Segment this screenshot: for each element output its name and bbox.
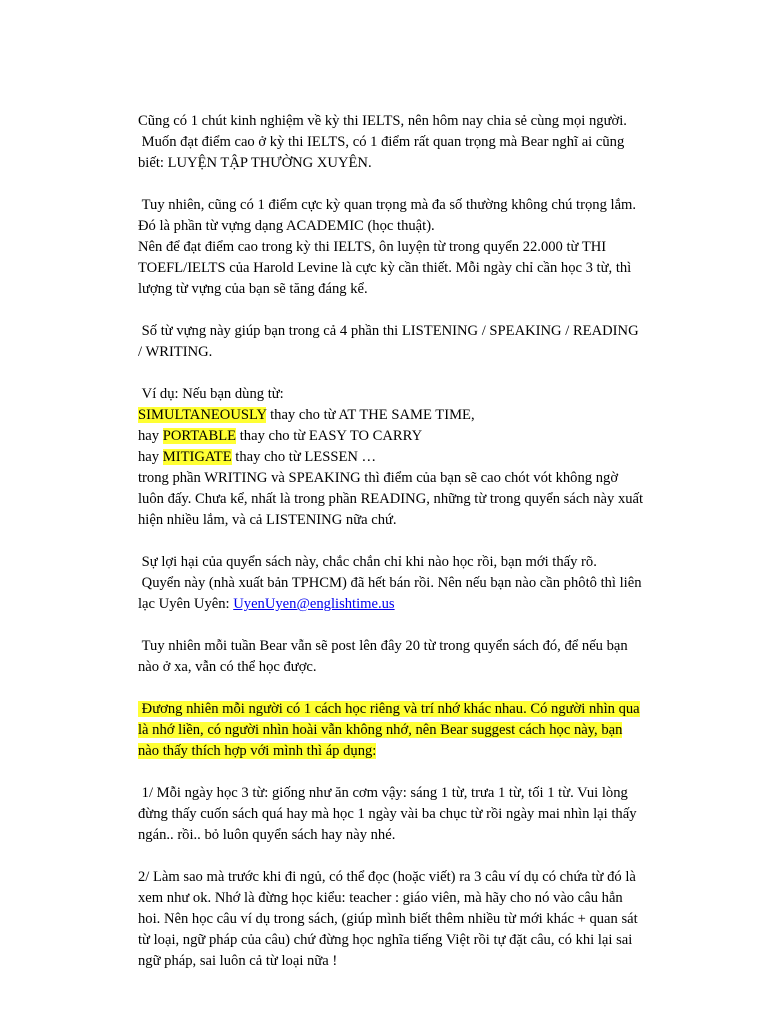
paragraph-four-skills [138,321,728,363]
paragraph-book-contact [138,552,728,615]
text-line: 1/ Mỗi ngày học 3 từ: giống như ăn cơm vậy: sáng 1 từ, trưa 1 từ, tối 1 từ. Vui lòng [138,785,628,801]
text-line: luôn đấy. Chưa kể, nhất là trong phần READING, những từ trong quyển sách này xuất [138,491,644,507]
text-line: hiện nhiều lắm, và cả LISTENING nữa chứ. [138,512,397,528]
text-line: Đó là phần từ vựng dạng ACADEMIC (học thuật). [138,218,435,234]
highlighted-word: SIMULTANEOUSLY [138,407,267,423]
example-line [138,426,728,447]
text-line: nào ở xa, vẫn có thể học được. [138,659,317,675]
text-line: Ví dụ: Nếu bạn dùng từ: [138,386,284,402]
text-line: trong phần WRITING và SPEAKING thì điểm của bạn sẽ cao chót vót không ngờ [138,470,619,486]
example-text: thay cho từ AT THE SAME TIME, [266,407,475,423]
text-line: ngán.. rồi.. bỏ luôn quyển sách hay này nhé. [138,827,396,843]
text-line: từ loại, ngữ pháp của câu) chứ đừng học nghĩa tiếng Việt rồi tự đặt câu, có khi lại sai [138,932,633,948]
text-line: Sự lợi hại của quyển sách này, chắc chắn chỉ khi nào học rồi, bạn mới thấy rõ. [138,554,597,570]
highlighted-text: nào thấy thích hợp với mình thì áp dụng: [138,743,377,759]
highlighted-text: Đương nhiên mỗi người có 1 cách học riêng và trí nhớ khác nhau. Có người nhìn qua [138,701,640,717]
text-line: Cũng có 1 chút kinh nghiệm về kỳ thi IELTS, nên hôm nay chia sẻ cùng mọi người. [138,113,627,129]
highlighted-text: là nhớ liền, có người nhìn hoài vẫn không nhớ, nên Bear suggest cách học này, bạn [138,722,623,738]
highlighted-word: MITIGATE [162,449,232,465]
text-line: TOEFL/IELTS của Harold Levine là cực kỳ cần thiết. Mỗi ngày chỉ cần học 3 từ, thì [138,260,632,276]
paragraph-academic-vocab [138,195,728,300]
text-line: Muốn đạt điểm cao ở kỳ thi IELTS, có 1 điểm rất quan trọng mà Bear nghĩ ai cũng [138,134,625,150]
text-line: 2/ Làm sao mà trước khi đi ngủ, có thể đọc (hoặc viết) ra 3 câu ví dụ có chứa từ đó là [138,869,636,885]
highlighted-word: PORTABLE [162,428,237,444]
text-line [138,594,728,615]
text-line: / WRITING. [138,344,213,360]
contact-prefix: lạc Uyên Uyên: [138,596,234,612]
text-line [138,741,728,762]
text-line: xem như ok. Nhớ là đừng học kiểu: teacher : giáo viên, mà hãy cho nó vào câu hẳn [138,890,623,906]
paragraph-tip-1 [138,783,728,846]
example-text: thay cho từ EASY TO CARRY [236,428,423,444]
email-link[interactable]: UyenUyen@englishtime.us [233,596,395,612]
text-line: Quyển này (nhà xuất bản TPHCM) đã hết bán rồi. Nên nếu bạn nào cần phôtô thì liên [138,575,642,591]
example-prefix: hay [138,449,163,465]
text-line: hoi. Nên học câu ví dụ trong sách, (giúp mình biết thêm nhiều từ mới khác + quan sát [138,911,638,927]
example-text: thay cho từ LESSEN … [231,449,377,465]
text-line: Số từ vựng này giúp bạn trong cả 4 phần thi LISTENING / SPEAKING / READING [138,323,639,339]
paragraph-tip-2 [138,867,728,972]
paragraph-intro [138,111,728,174]
example-line [138,447,728,468]
text-line: Tuy nhiên, cũng có 1 điểm cực kỳ quan trọng mà đa số thường không chú trọng lắm. [138,197,637,213]
example-line [138,405,728,426]
text-line: Tuy nhiên mỗi tuần Bear vẫn sẽ post lên đây 20 từ trong quyển sách đó, để nếu bạn [138,638,628,654]
text-line: lượng từ vựng của bạn sẽ tăng đáng kể. [138,281,368,297]
paragraph-examples [138,384,728,531]
text-line: biết: LUYỆN TẬP THƯỜNG XUYÊN. [138,155,372,171]
paragraph-highlighted-note [138,699,728,762]
example-prefix: hay [138,428,163,444]
text-line [138,699,728,720]
text-line: ngữ pháp, sai luôn cả từ loại nữa ! [138,953,338,969]
text-line [138,720,728,741]
text-line: Nên để đạt điểm cao trong kỳ thi IELTS, ôn luyện từ trong quyển 22.000 từ THI [138,239,607,255]
text-line: đừng thấy cuốn sách quá hay mà học 1 ngày vài ba chục từ rồi ngày mai nhìn lại thấy [138,806,637,822]
paragraph-weekly-post [138,636,728,678]
